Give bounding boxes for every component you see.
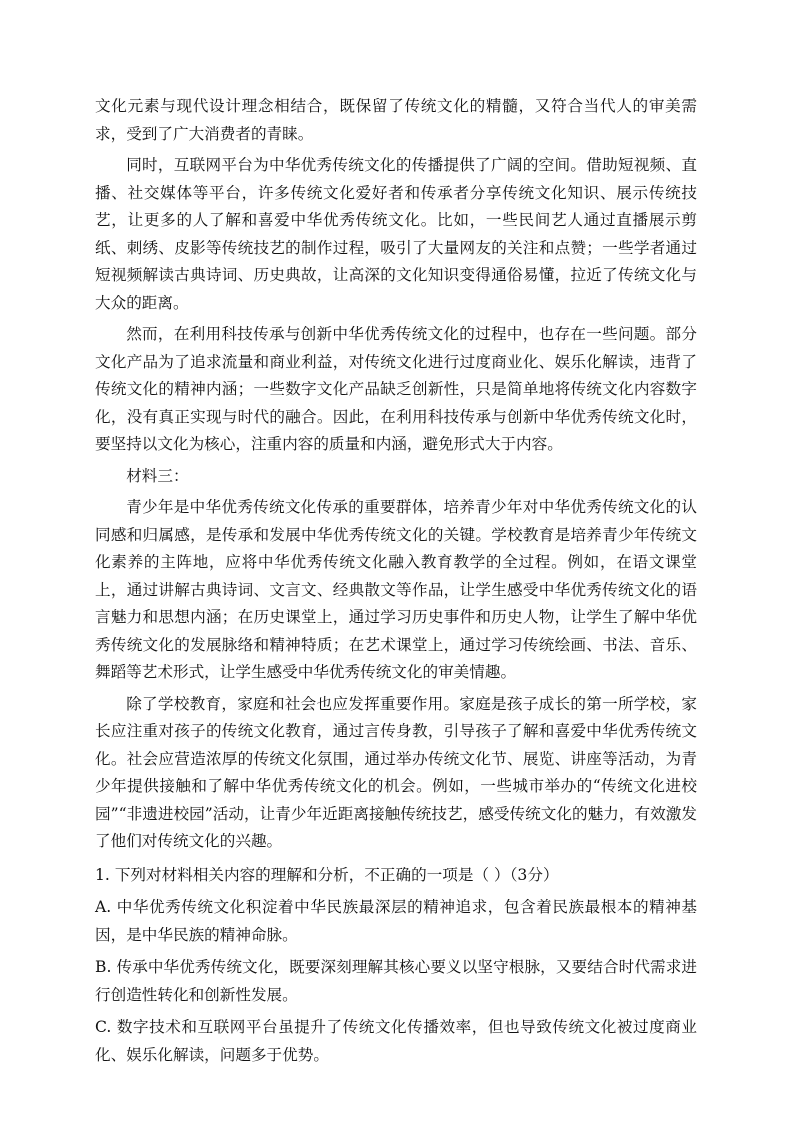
paragraph-problems: 然而，在利用科技传承与创新中华优秀传统文化的过程中，也存在一些问题。部分文化产品为了追求流量和商业利益，对传统文化进行过度商业化、娱乐化解读，违背了传统文化的精神内涵；一些数字文化产品缺乏创新性，只是简单地将传统文化内容数字化，没有真正实现与时代的融合。因此，在利用科技传承与创新中华优秀传统文化时，要坚持以文化为核心，注重内容的质量和内涵，避免形式大于内容。 xyxy=(95,325,697,453)
document-page xyxy=(95,93,697,1069)
question-block xyxy=(95,862,697,1070)
paragraph-continued: 文化元素与现代设计理念相结合，既保留了传统文化的精髓，又符合当代人的审美需求，受到了广大消费者的青睐。 xyxy=(95,97,697,143)
option-c: C. 数字技术和互联网平台虽提升了传统文化传播效率，但也导致传统文化被过度商业化、娱乐化解读，问题多于优势。 xyxy=(95,1018,697,1064)
option-a: A. 中华优秀传统文化积淀着中华民族最深层的精神追求，包含着民族最根本的精神基因，是中华民族的精神命脉。 xyxy=(95,898,697,944)
paragraph-family-society: 除了学校教育，家庭和社会也应发挥重要作用。家庭是孩子成长的第一所学校，家长应注重对孩子的传统文化教育，通过言传身教，引导孩子了解和喜爱中华优秀传统文化。社会应营造浓厚的传统文化氛围，通过举办传统文化节、展览、讲座等活动，为青少年提供接触和了解中华优秀传统文化的机会。例如，一些城市举办的“传统文化进校园”“非遗进校园”活动，让青少年近距离接触传统技艺，感受传统文化的魅力，有效激发了他们对传统文化的兴趣。 xyxy=(95,694,697,850)
paragraph-youth-education: 青少年是中华优秀传统文化传承的重要群体，培养青少年对中华优秀传统文化的认同感和归属感，是传承和发展中华优秀传统文化的关键。学校教育是培养青少年传统文化素养的主阵地，应将中华优秀传统文化融入教育教学的全过程。例如，在语文课堂上，通过讲解古典诗词、文言文、经典散文等作品，让学生感受中华优秀传统文化的语言魅力和思想内涵；在历史课堂上，通过学习历史事件和历史人物，让学生了解中华优秀传统文化的发展脉络和精神特质；在艺术课堂上，通过学习传统绘画、书法、音乐、舞蹈等艺术形式，让学生感受中华优秀传统文化的审美情趣。 xyxy=(95,498,697,681)
option-b: B. 传承中华优秀传统文化，既要深刻理解其核心要义以坚守根脉，又要结合时代需求进行创造性转化和创新性发展。 xyxy=(95,958,697,1004)
paragraph-internet-platforms: 同时，互联网平台为中华优秀传统文化的传播提供了广阔的空间。借助短视频、直播、社交媒体等平台，许多传统文化爱好者和传承者分享传统文化知识、展示传统技艺，让更多的人了解和喜爱中华优秀传统文化。比如，一些民间艺人通过直播展示剪纸、刺绣、皮影等传统技艺的制作过程，吸引了大量网友的关注和点赞；一些学者通过短视频解读古典诗词、历史典故，让高深的文化知识变得通俗易懂，拉近了传统文化与大众的距离。 xyxy=(95,156,697,312)
material-three-heading: 材料三： xyxy=(126,466,189,485)
question-stem: 1. 下列对材料相关内容的理解和分析，不正确的一项是（ ）（3分） xyxy=(95,865,559,884)
